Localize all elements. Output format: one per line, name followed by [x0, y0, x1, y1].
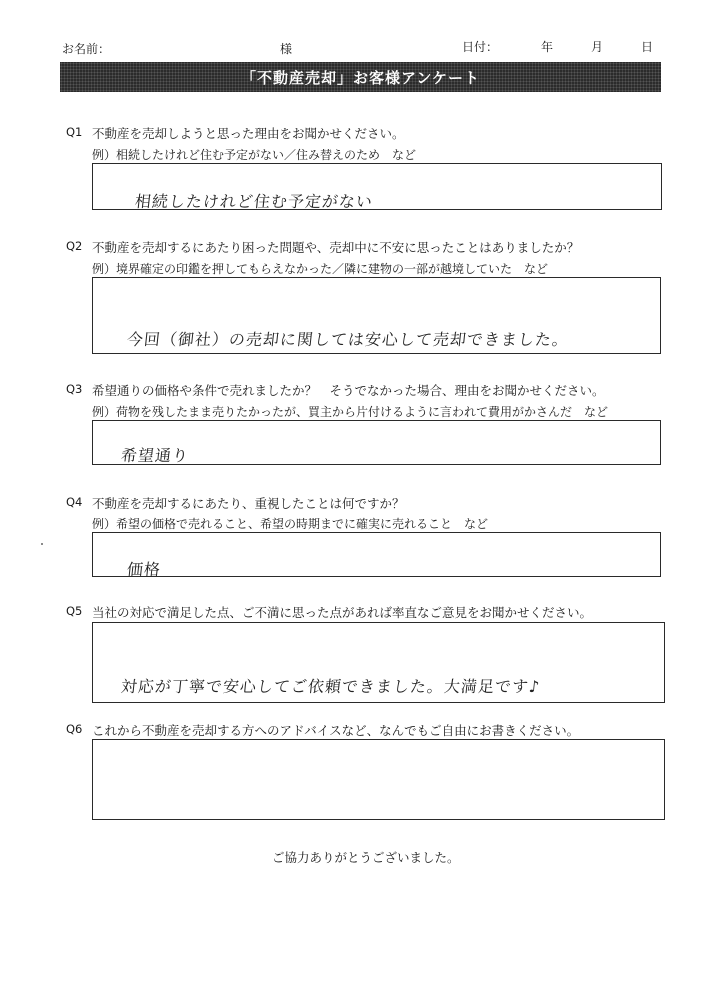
- survey-title-bar: [60, 62, 661, 92]
- survey-title: 「不動産売却」お客様アンケート: [240, 68, 481, 87]
- q4-text: 不動産を売却するにあたり、重視したことは何ですか？: [92, 496, 405, 511]
- q6-answer-box[interactable]: [92, 739, 665, 820]
- q5-number: Q5: [66, 604, 83, 618]
- honorific-label: 様: [280, 42, 293, 56]
- q1-answer-box[interactable]: [92, 163, 662, 210]
- q6-text: これから不動産を売却する方へのアドバイスなど、なんでもご自由にお書きください。: [92, 723, 580, 738]
- q3-answer-box[interactable]: [92, 420, 661, 465]
- date-label: 日付：: [462, 40, 499, 54]
- q2-example: 例）境界確定の印鑑を押してもらえなかった／隣に建物の一部が越境していた など: [92, 262, 549, 276]
- q2-text: 不動産を売却するにあたり困った問題や、売却中に不安に思ったことはありましたか？: [92, 240, 580, 255]
- q3-answer: 希望通り: [119, 446, 190, 465]
- q5-text: 当社の対応で満足した点、ご不満に思った点があれば率直なご意見をお聞かせください。: [92, 605, 593, 620]
- q3-number: Q3: [66, 382, 83, 396]
- q1-text: 不動産を売却しようと思った理由をお聞かせください。: [92, 126, 405, 141]
- q4-answer: 価格: [125, 560, 162, 579]
- year-label: 年: [541, 40, 554, 54]
- q2-number: Q2: [66, 239, 83, 253]
- q4-number: Q4: [66, 495, 83, 509]
- month-label: 月: [591, 40, 604, 54]
- q1-number: Q1: [66, 125, 83, 139]
- q3-example: 例）荷物を残したまま売りたかったが、買主から片付けるように言われて費用がかさんだ など: [92, 405, 609, 419]
- q2-answer: 今回（御社）の売却に関しては安心して売却できました。: [125, 330, 570, 349]
- q2-answer-box[interactable]: [92, 277, 661, 354]
- q5-answer-box[interactable]: [92, 622, 665, 703]
- q1-example: 例）相続したけれど住む予定がない／住み替えのため など: [92, 148, 417, 162]
- q1-answer: 相続したけれど住む予定がない: [133, 192, 374, 211]
- q5-answer: 対応が丁寧で安心してご依頼できました。大満足です♪: [119, 677, 542, 696]
- q6-number: Q6: [66, 722, 83, 736]
- q4-example: 例）希望の価格で売れること、希望の時期までに確実に売れること など: [92, 517, 489, 531]
- day-label: 日: [641, 40, 654, 54]
- q4-answer-box[interactable]: [92, 532, 661, 577]
- name-label: お名前：: [62, 42, 111, 56]
- q3-text: 希望通りの価格や条件で売れましたか？ そうでなかった場合、理由をお聞かせください。: [92, 383, 605, 398]
- scan-speck: [41, 543, 43, 545]
- thanks-message: ご協力ありがとうございました。: [272, 850, 460, 865]
